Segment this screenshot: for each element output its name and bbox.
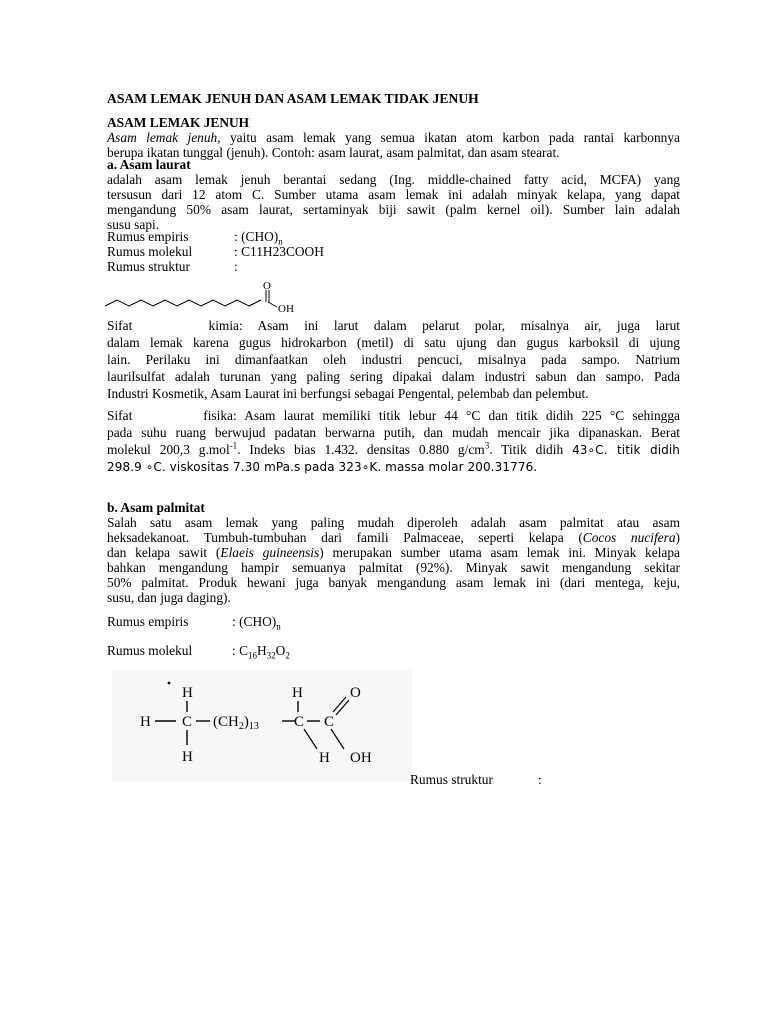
lauric-molecular-row (107, 244, 324, 259)
lauric-description (107, 172, 680, 232)
C2-atom: C (294, 714, 305, 730)
phys-text: . Titik didih (489, 442, 573, 457)
empirical-value: : (CHO) (234, 229, 279, 244)
palmitic-text: ) merupakan sumber utama asam lemak ini. Minyak kelapa (319, 545, 681, 560)
phys-line-mono: 298.9 ∘C. viskositas 7.30 mPa.s pada 323∘K. massa molar 200.31776. (107, 460, 538, 474)
palmitic-description (107, 515, 680, 605)
hydroxyl-label: OH (278, 303, 294, 315)
lauric-structure-diagram (100, 280, 310, 316)
palmitic-text: dan kelapa sawit ( (107, 545, 221, 560)
H-top-left: H (182, 685, 193, 701)
lauric-desc-line: mengandung 50% asam laurat, sertaminyak biji sawit (palm kernel oil). Sumber lain adalah (107, 202, 680, 217)
empirical-label: Rumus empiris (107, 614, 189, 629)
structural-value: : (538, 772, 542, 787)
H-left: H (140, 714, 151, 730)
chain-bond (249, 300, 261, 306)
speck-mark (168, 682, 171, 685)
palmitic-text: heksadekanoat. Tumbuh-tumbuhan dari famili Palmaceae, seperti kelapa ( (107, 530, 583, 545)
molecular-sub: 2 (285, 650, 290, 661)
chem-line: dalam lemak karena gugus hidrokarbon (metil) di satu ujung dan gugus karboksil di ujung (107, 335, 680, 350)
C3-atom: C (324, 714, 335, 730)
molecular-part: O (275, 643, 286, 658)
lauric-chemical-properties (107, 317, 680, 402)
lauric-desc-line: susu sapi. (107, 217, 160, 232)
molecular-part: H (257, 643, 267, 658)
chem-line: Industri Kosmetik, Asam Laurat ini berfungsi sebagai Pengental, pelembab dan pelembut. (107, 386, 589, 401)
lauric-structural-row (107, 259, 238, 274)
phys-text-mono: 43∘C. titik didih (572, 443, 680, 457)
oxygen-label: O (263, 280, 271, 292)
phys-line: : Asam laurat memiliki titik lebur 44 °C dan titik didih 225 °C sehingga (233, 408, 680, 423)
chain-close: ) (243, 714, 249, 730)
phys-text: molekul 200,3 g.mol (107, 442, 230, 457)
phys-label: Sifat fisika (107, 408, 233, 423)
lauric-physical-properties (107, 407, 680, 476)
H-bottom-right: H (319, 750, 330, 766)
structural-value: : (234, 259, 238, 274)
chem-line: laurilsulfat adalah turunan yang paling sering dipakai dalam industri sabun dan sampo. Pada (107, 369, 680, 384)
molecular-sub: 32 (266, 650, 276, 661)
intro-rest: , yaitu asam lemak yang semua ikatan atom karbon pada rantai karbonnya (217, 130, 680, 145)
palmitic-structure-diagram (112, 670, 412, 782)
palmitic-desc-line: susu, dan juga daging). (107, 590, 231, 605)
lauric-empirical-row (107, 229, 283, 247)
palmitic-empirical-row (107, 614, 281, 632)
document-title: ASAM LEMAK JENUH DAN ASAM LEMAK TIDAK JENUH (107, 91, 479, 106)
palmitic-italic: Cocos nucifera (582, 530, 676, 545)
structural-label: Rumus struktur (107, 259, 190, 274)
empirical-label: Rumus empiris (107, 229, 189, 244)
empirical-value: : (CHO) (232, 614, 277, 629)
O-atom: O (350, 685, 361, 701)
chain-sub: 2 (238, 721, 244, 732)
empirical-sub: n (276, 621, 281, 632)
palmitic-molecular-row (107, 643, 290, 661)
molecular-part: : C (232, 643, 248, 658)
palmitic-italic: Elaeis guineensis (220, 545, 320, 560)
hydroxyl-bond (268, 302, 277, 307)
phys-line: pada suhu ruang berwujud padatan berwarna putih, dan mudah mencair jika dipanaskan. Berat (107, 425, 680, 440)
saturated-intro (107, 130, 680, 160)
empirical-sub: n (278, 236, 283, 247)
H-top-right: H (292, 685, 303, 701)
phys-sup: -1 (229, 440, 238, 451)
palmitic-heading: b. Asam palmitat (107, 500, 205, 515)
lauric-desc-line: adalah asam lemak jenuh berantai sedang (Ing. middle-chained fatty acid, MCFA) yang (107, 172, 680, 187)
chem-line: lain. Perilaku ini dimanfaatkan oleh industri pencuci, misalnya pada sampo. Natrium (107, 352, 680, 367)
H-bottom-left: H (182, 749, 193, 765)
palmitic-structural-row (410, 772, 542, 787)
intro-line-2: berupa ikatan tunggal (jenuh). Contoh: asam laurat, asam palmitat, dan asam stearat. (107, 145, 560, 160)
structural-label: Rumus struktur (410, 772, 493, 787)
phys-text: . Indeks bias 1.432. densitas 0.880 g/cm (237, 442, 485, 457)
molecular-label: Rumus molekul (107, 244, 193, 259)
chem-label: Sifat kimia (107, 318, 239, 333)
chain-text: (CH (213, 714, 239, 730)
palmitic-text: ) (675, 530, 681, 545)
section-heading-saturated: ASAM LEMAK JENUH (107, 115, 250, 130)
palmitic-desc-line: 50% palmitat. Produk hewani juga banyak mengandung asam lemak ini (dari mentega, keju, (107, 575, 680, 590)
molecular-label: Rumus molekul (107, 643, 193, 658)
intro-term: Asam lemak jenuh (107, 130, 218, 145)
palmitic-desc-line: bahkan mengandung hampir semuanya palmitat (92%). Minyak sawit mengandung sekitar (107, 560, 680, 575)
chain-count: 13 (248, 721, 259, 732)
C1-atom: C (182, 714, 193, 730)
lauric-desc-line: tersusun dari 12 atom C. Sumber utama asam lemak ini adalah minyak kelapa, yang dapat (107, 187, 680, 202)
chem-line: : Asam ini larut dalam pelarut polar, misalnya air, juga larut (239, 318, 680, 333)
phys-sup: 3 (484, 440, 490, 451)
carbon-chain (105, 300, 261, 306)
molecular-sub: 16 (248, 650, 257, 661)
OH-group: OH (350, 750, 372, 766)
molecular-value: : C11H23COOH (234, 244, 324, 259)
lauric-heading: a. Asam laurat (107, 157, 191, 172)
palmitic-desc-line: Salah satu asam lemak yang paling mudah diperoleh adalah asam palmitat atau asam (107, 515, 680, 530)
